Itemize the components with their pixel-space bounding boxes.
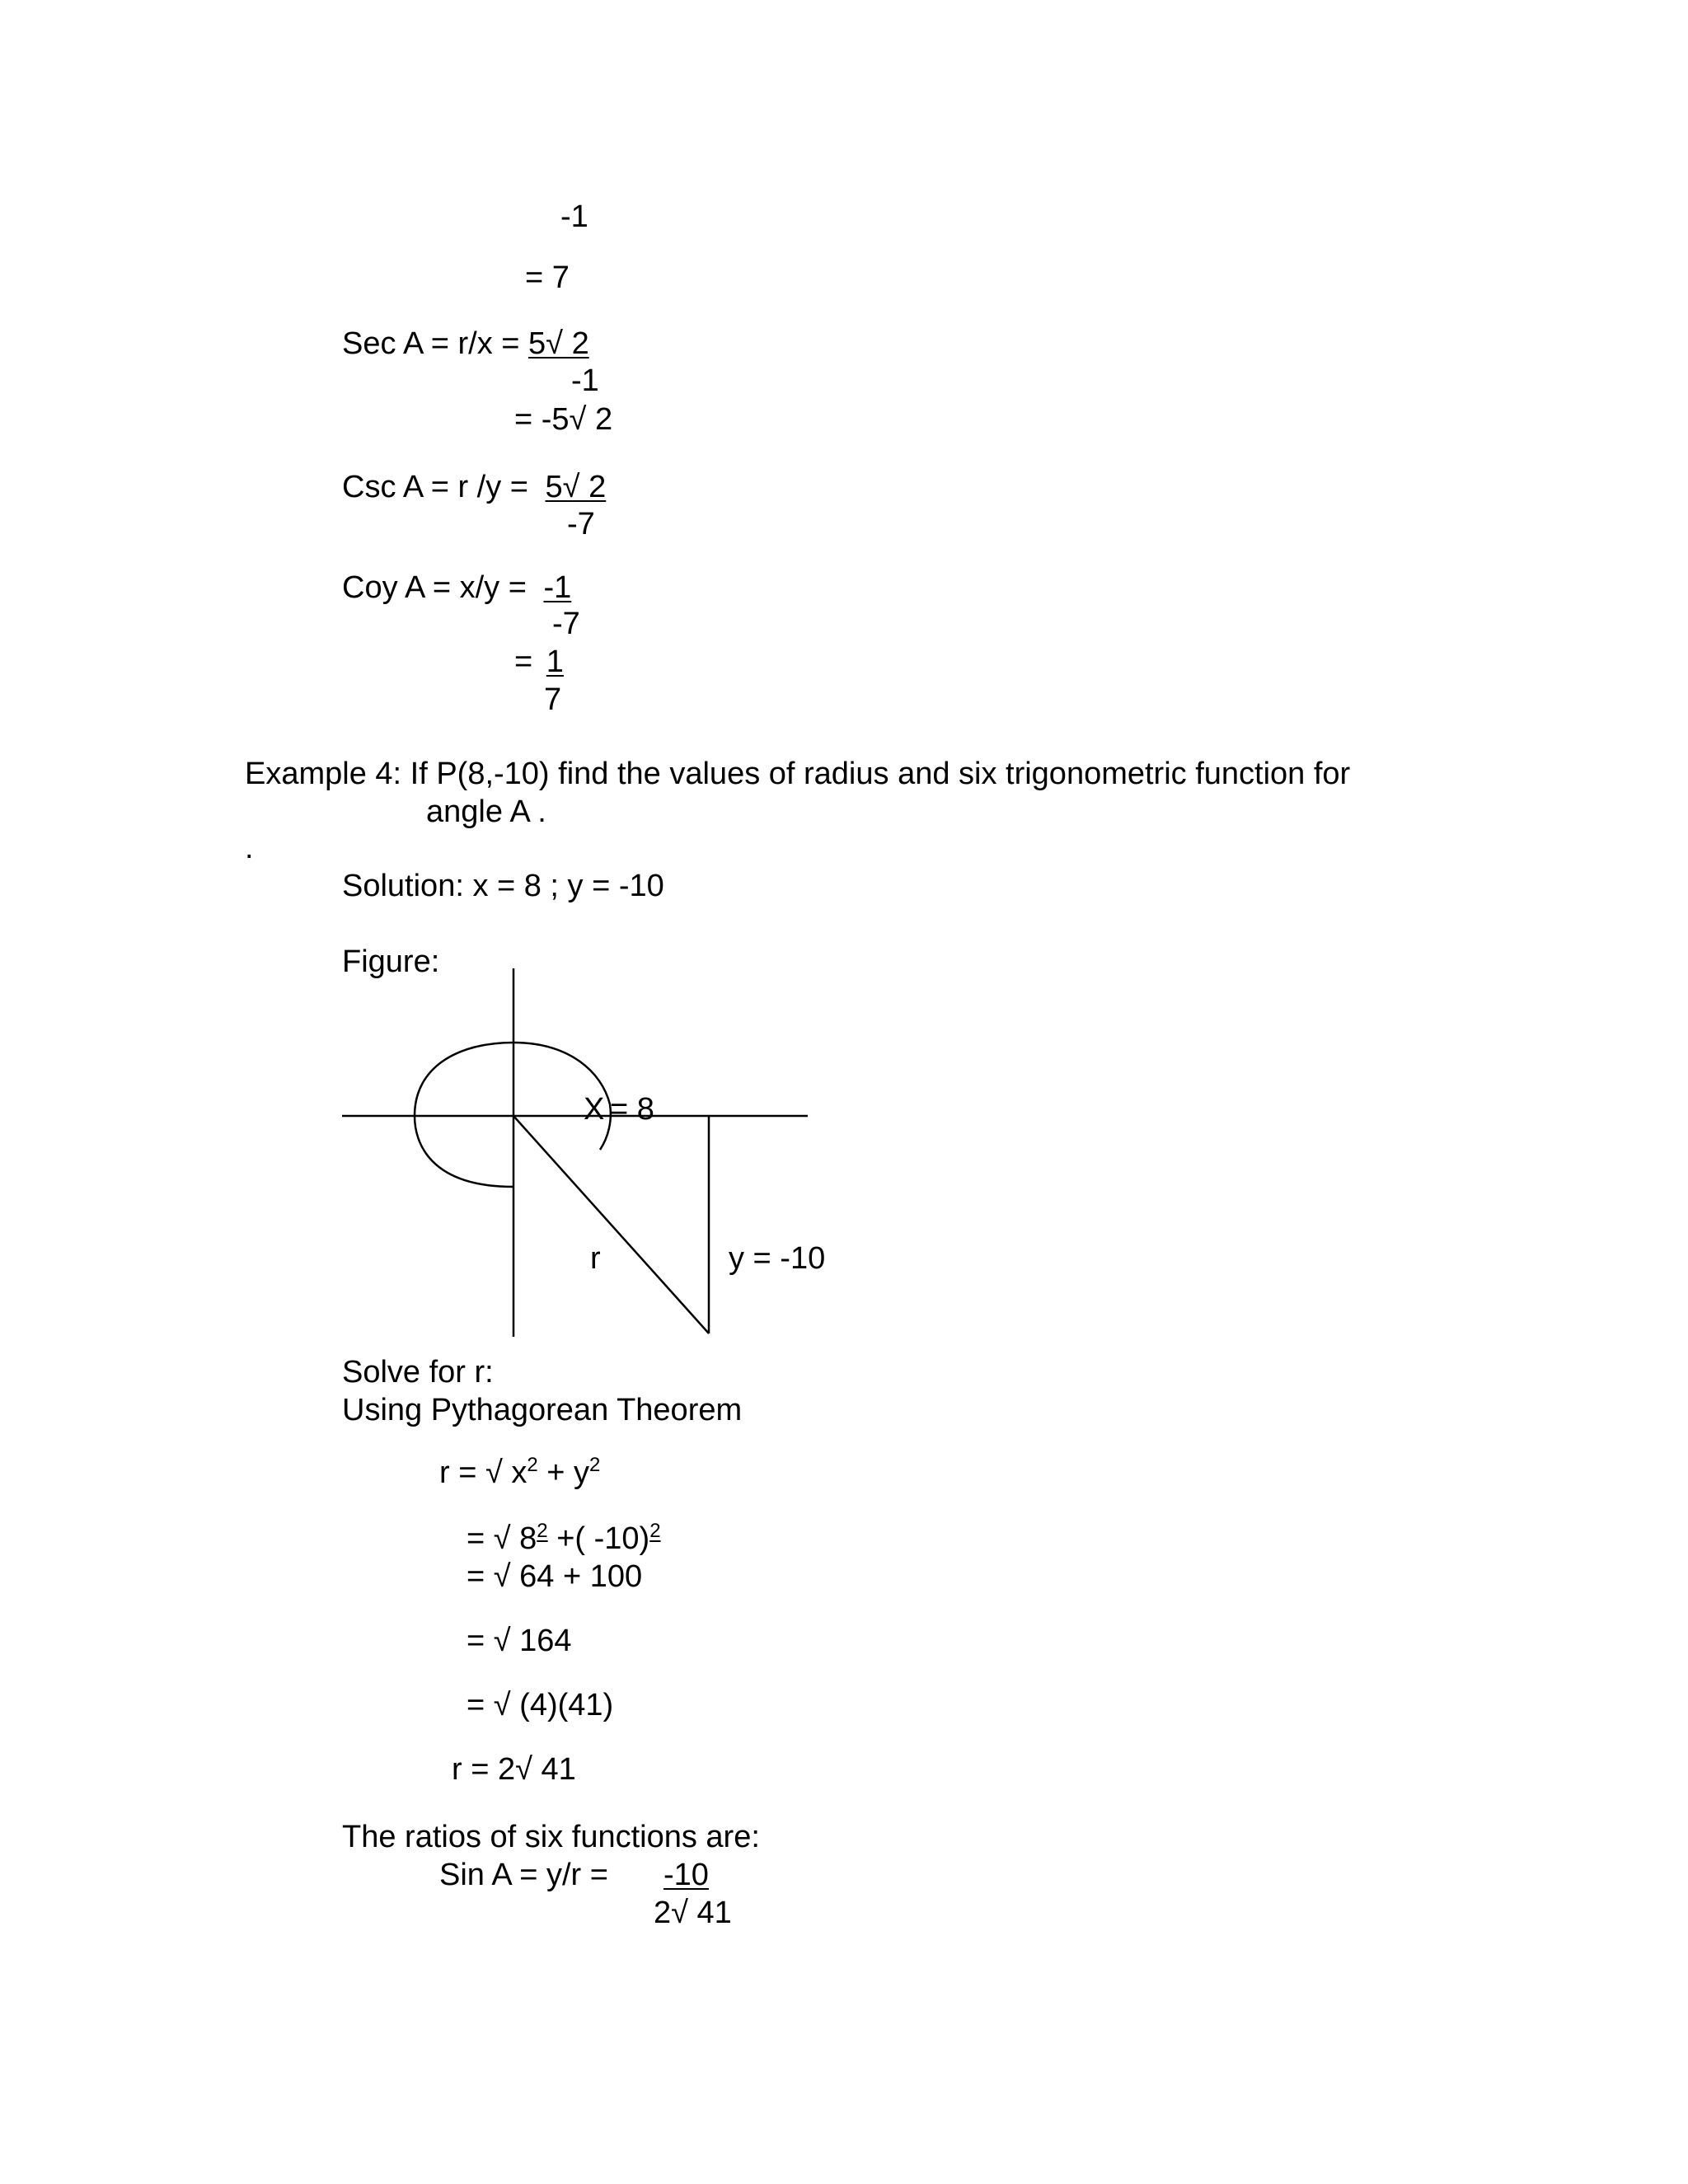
coy-numerator: -1 [543,570,572,605]
solution-line: Solution: x = 8 ; y = -10 [342,869,664,903]
coy-result-denominator: 7 [544,682,562,717]
r-formula-exp2: 2 [589,1454,601,1476]
radius-line [513,1116,709,1333]
solve-heading: Solve for r: [342,1355,494,1390]
r-formula-plus: + y [537,1455,590,1490]
step-1-prefix: = √ 8 [467,1521,537,1556]
csc-numerator: 5√ 2 [545,470,607,504]
example-title-continued: angle A . [426,794,546,829]
coy-denominator: -7 [552,607,580,641]
sec-lhs: Sec A = r/x = [342,326,529,361]
r-final: r = 2√ 41 [452,1752,576,1787]
figure-label: Figure: [342,944,440,979]
y-label: y = -10 [729,1241,826,1276]
coy-equals: = [514,644,533,679]
csc-lhs: Csc A = r /y = [342,470,537,504]
r-label: r [590,1241,601,1276]
step-4: = √ (4)(41) [467,1688,614,1722]
coy-result-numerator: 1 [546,644,564,679]
step-1 [467,1520,661,1556]
ratios-heading: The ratios of six functions are: [342,1820,760,1854]
csc-denominator: -7 [567,507,595,541]
r-formula-exp1: 2 [527,1454,538,1476]
sec-numerator: 5√ 2 [528,326,589,361]
step-1-mid: +( -10) [547,1521,650,1556]
step-1-exp2: 2 [649,1520,661,1542]
r-formula [439,1454,601,1490]
coy-lhs: Coy A = x/y = [342,570,536,605]
r-formula-prefix: r = √ x [439,1455,528,1490]
x-value: = 8 [610,1092,654,1127]
sin-denominator: 2√ 41 [654,1896,732,1930]
step-2: = √ 64 + 100 [467,1559,643,1594]
sec-denominator: -1 [571,363,599,398]
sin-numerator: -10 [663,1858,709,1892]
top-fraction-denominator: -1 [560,199,588,234]
stray-dot: . [245,831,254,865]
step-3: = √ 164 [467,1624,572,1658]
sec-result: = -5√ 2 [514,402,613,437]
sin-lhs: Sin A = y/r = [439,1858,608,1892]
x-label: X [584,1092,605,1127]
example-title: Example 4: If P(8,-10) find the values of radius and six trigonometric function for [245,757,1351,791]
theorem-line: Using Pythagorean Theorem [342,1393,743,1427]
step-1-exp1: 2 [537,1520,548,1542]
top-result: = 7 [525,260,570,295]
